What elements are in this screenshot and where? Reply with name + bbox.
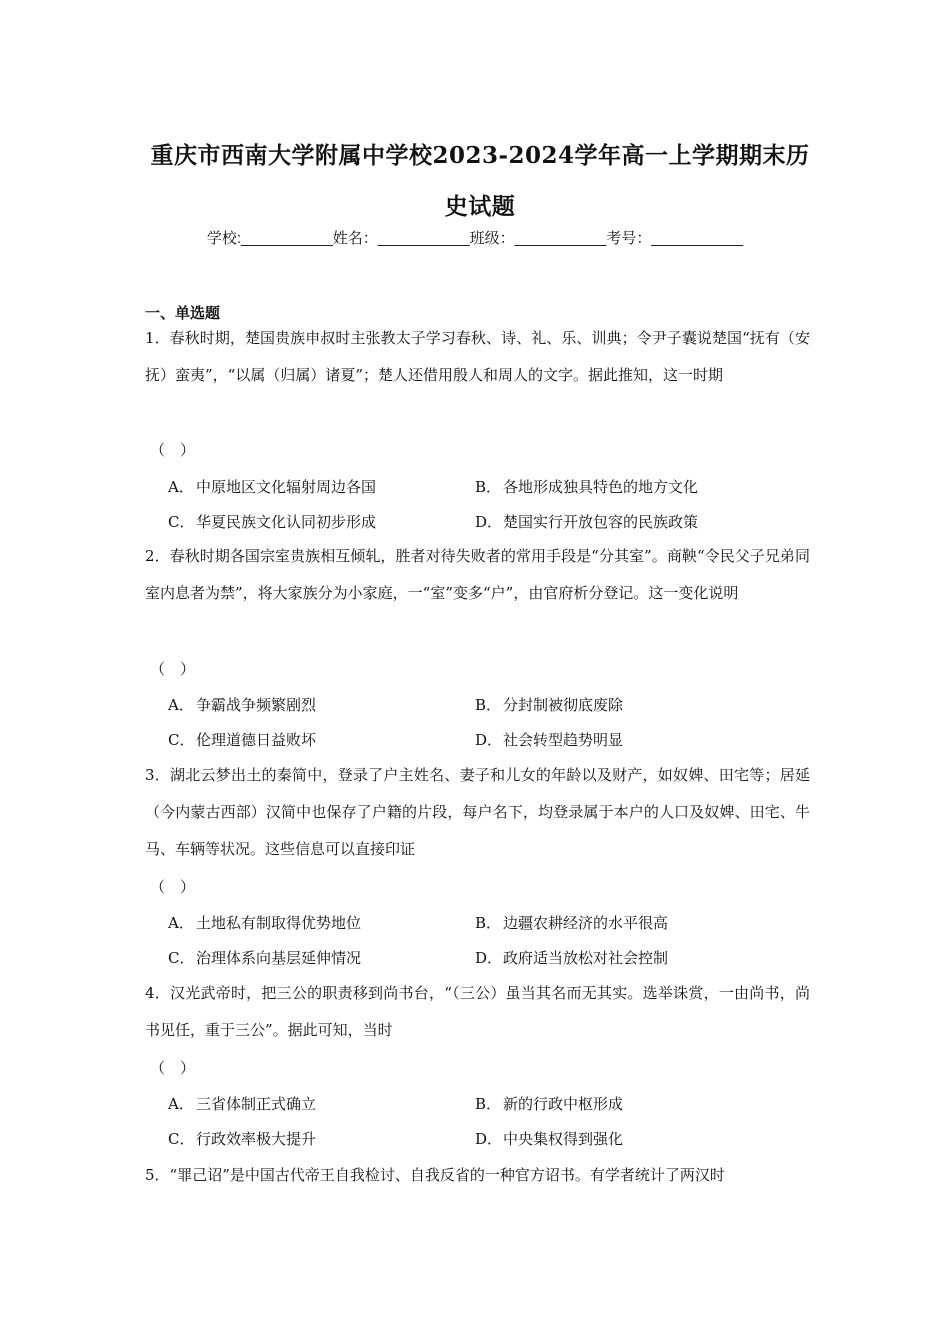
option-label: C． (168, 949, 195, 967)
exam-title-line1: 重庆市西南大学附属中学校2023-2024学年高一上学期期末历 (150, 142, 810, 169)
option-text: 中原地区文化辐射周边各国 (196, 478, 377, 496)
option-c[interactable] (168, 511, 376, 532)
question-1-text: 1．春秋时期，楚国贵族申叔时主张教太子学习春秋、诗、礼、乐、训典；令尹子囊说楚国“抚有（安抚）蛮夷”，“以属（归属）诸夏”；楚人还借用殷人和周人的文字。据此推知，这一时期 (145, 329, 810, 384)
option-label: A． (168, 1095, 194, 1113)
option-text: 华夏民族文化认同初步形成 (196, 513, 377, 531)
option-label: D． (475, 513, 503, 531)
option-d[interactable] (475, 947, 668, 968)
option-a[interactable] (168, 476, 376, 497)
question-4-text: 4．汉光武帝时，把三公的职责移到尚书台，“（三公）虽当其名而无其实。选举诛赏，一由尚书，尚书见任，重于三公”。据此可知，当时 (145, 984, 810, 1039)
option-d[interactable] (475, 511, 698, 532)
option-b[interactable] (475, 1093, 623, 1114)
option-text: 边疆农耕经济的水平很高 (503, 914, 669, 932)
option-label: D． (475, 731, 503, 749)
option-text: 各地形成独具特色的地方文化 (503, 478, 699, 496)
option-label: D． (475, 949, 503, 967)
section-title: 一、单选题 (145, 304, 221, 322)
option-text: 社会转型趋势明显 (503, 731, 624, 749)
option-text: 争霸战争频繁剧烈 (196, 696, 317, 714)
answer-bracket: （ ） (150, 1059, 196, 1077)
option-text: 行政效率极大提升 (196, 1130, 317, 1148)
exam-title-line2: 史试题 (444, 193, 516, 220)
option-label: A． (168, 914, 194, 932)
option-label: D． (475, 1130, 503, 1148)
option-label: C． (168, 513, 195, 531)
option-b[interactable] (475, 694, 623, 715)
answer-bracket: （ ） (150, 878, 196, 896)
answer-bracket: （ ） (150, 660, 196, 678)
option-label: C． (168, 1130, 195, 1148)
option-text: 中央集权得到强化 (503, 1130, 624, 1148)
answer-bracket: （ ） (150, 441, 196, 459)
option-label: B． (475, 914, 502, 932)
option-text: 土地私有制取得优势地位 (196, 914, 362, 932)
question-3-text: 3．湖北云梦出土的秦简中，登录了户主姓名、妻子和儿女的年龄以及财产，如奴婢、田宅等；居延（今内蒙古西部）汉简中也保存了户籍的片段，每户名下，均登录属于本户的人口及奴婢、田宅、牛马、车辆等状况。这些信息可以直接印证 (145, 766, 810, 858)
option-c[interactable] (168, 1128, 316, 1149)
option-text: 治理体系向基层延伸情况 (196, 949, 362, 967)
option-d[interactable] (475, 1128, 623, 1149)
option-c[interactable] (168, 947, 361, 968)
option-text: 楚国实行开放包容的民族政策 (503, 513, 699, 531)
option-a[interactable] (168, 1093, 316, 1114)
option-a[interactable] (168, 912, 361, 933)
option-b[interactable] (475, 912, 668, 933)
option-c[interactable] (168, 729, 316, 750)
option-text: 伦理道德日益败坏 (196, 731, 317, 749)
question-2-text: 2．春秋时期各国宗室贵族相互倾轧，胜者对待失败者的常用手段是“分其室”。商鞅“令民父子兄弟同室内息者为禁”，将大家族分为小家庭，一“室”变多“户”，由官府析分登记。这一变化说明 (145, 547, 810, 602)
option-label: C． (168, 731, 195, 749)
option-label: A． (168, 478, 194, 496)
question-5-text: 5．“罪己诏”是中国古代帝王自我检讨、自我反省的一种官方诏书。有学者统计了两汉时 (145, 1166, 725, 1184)
option-label: B． (475, 1095, 502, 1113)
option-label: A． (168, 696, 194, 714)
option-b[interactable] (475, 476, 698, 497)
option-text: 新的行政中枢形成 (503, 1095, 624, 1113)
student-info-line: 学校:___________姓名：___________班级：___________考号：___________ (206, 230, 744, 247)
option-a[interactable] (168, 694, 316, 715)
option-text: 政府适当放松对社会控制 (503, 949, 669, 967)
option-label: B． (475, 478, 502, 496)
option-text: 分封制被彻底废除 (503, 696, 624, 714)
option-d[interactable] (475, 729, 623, 750)
option-label: B． (475, 696, 502, 714)
option-text: 三省体制正式确立 (196, 1095, 317, 1113)
